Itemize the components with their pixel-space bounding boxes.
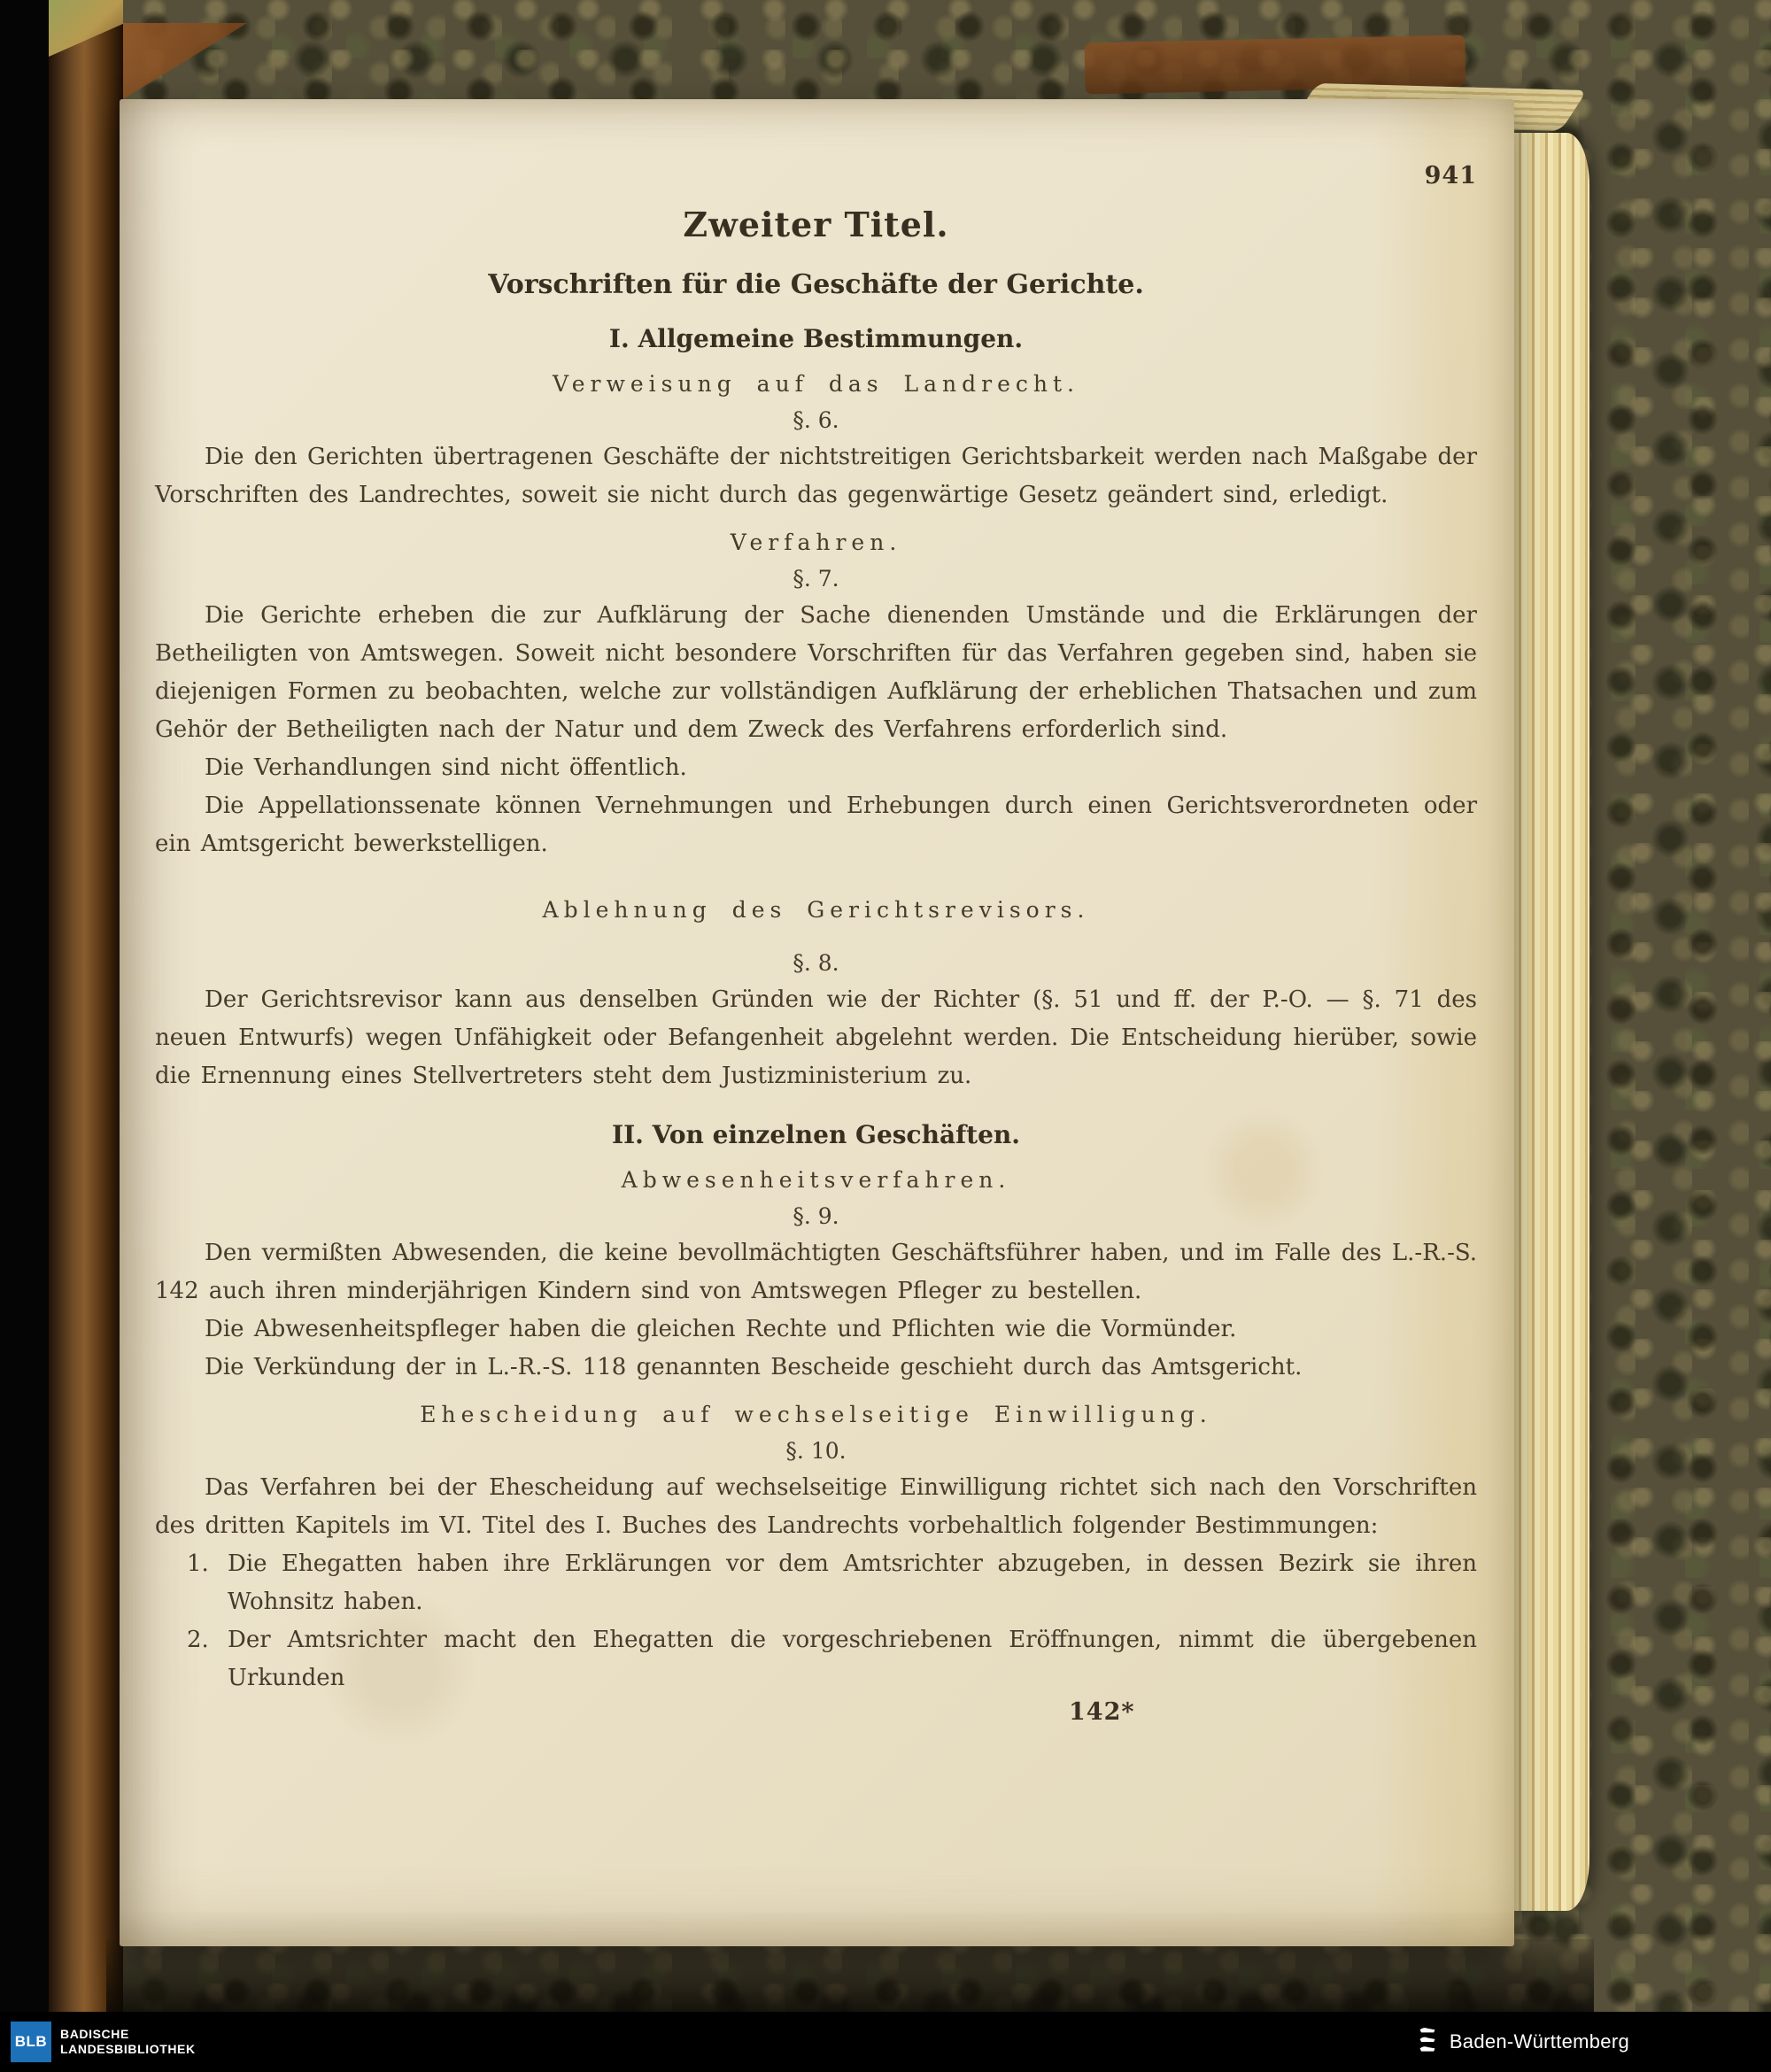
page-edges-right [1511, 133, 1589, 1911]
blb-logo[interactable] [11, 2022, 51, 2062]
list-item-text: Die Ehegatten haben ihre Erklärungen vor dem Amtsrichter abzugeben, in dessen Bezirk sie ihren Wohnsitz haben. [228, 1550, 1477, 1615]
title-zweiter-titel: Zweiter Titel. [683, 205, 949, 244]
section-mark-10: §. 10. [785, 1438, 847, 1464]
page-number: 941 [1424, 162, 1477, 189]
paragraph-9c: Die Verkündung der in L.-R.-S. 118 genannten Bescheide geschieht durch das Amtsgericht. [205, 1354, 1303, 1380]
state-branding[interactable] [1416, 2026, 1771, 2058]
section-2-heading: II. Von einzelnen Geschäften. [611, 1120, 1020, 1149]
library-name [60, 2027, 196, 2057]
paragraph-9b: Die Abwesenheitspfleger haben die gleichen Rechte und Pflichten wie die Vormünder. [205, 1316, 1237, 1342]
paragraph-6: Die den Gerichten übertragenen Geschäfte der nichtstreitigen Gerichtsbarkeit werden nach Maßgabe der Vorschriften des Landrechtes, soweit sie nicht durch das gegenwärtige Gesetz geändert sind, erledigt. [155, 444, 1477, 508]
subtitle-vorschriften: Vorschriften für die Geschäfte der Gerichte. [488, 269, 1144, 300]
state-name: Baden-Württemberg [1449, 2030, 1629, 2053]
list-item-text: Der Amtsrichter macht den Ehegatten die vorgeschriebenen Eröffnungen, nimmt die übergebenen Urkunden [228, 1627, 1477, 1691]
blb-branding[interactable] [0, 2022, 196, 2062]
paragraph-7: Die Gerichte erheben die zur Aufklärung der Sache dienenden Umstände und die Erklärungen der Betheiligten von Amtswegen. Soweit nicht besondere Vorschriften für das Verfahren gegeben sind, haben sie diejenigen Formen zu beobachten, welche zur vollständigen Aufklärung der erheblichen Thatsachen und zum Gehör der Betheiligten nach der Natur und dem Zweck des Verfahrens erforderlich sind. [155, 602, 1477, 743]
coat-of-arms-icon [1416, 2026, 1439, 2058]
scan-border-strip [0, 0, 49, 2072]
section-mark-9: §. 9. [793, 1203, 839, 1229]
library-name-line2: LANDESBIBLIOTHEK [60, 2042, 196, 2056]
library-name-line1: BADISCHE [60, 2027, 129, 2041]
list-item [187, 1621, 1477, 1697]
paragraph-7c: Die Appellationssenate können Vernehmungen und Erhebungen durch einen Gerichtsverordneten oder ein Amtsgericht bewerkstelligen. [155, 792, 1477, 857]
paragraph-9: Den vermißten Abwesenden, die keine bevollmächtigten Geschäftsführer haben, und im Falle des L.-R.-S. 142 auch ihren minderjährigen Kindern sind von Amtswegen Pfleger zu bestellen. [155, 1240, 1477, 1304]
list-item [187, 1545, 1477, 1621]
book-page [120, 99, 1514, 1946]
paragraph-10: Das Verfahren bei der Ehescheidung auf wechselseitige Einwilligung richtet sich nach den Vorschriften des dritten Kapitels im VI. Titel des I. Buches des Landrechts vorbehaltlich folgender Bestimmungen: [155, 1474, 1477, 1539]
book-spine [49, 0, 123, 2012]
list-item-number: 2. [187, 1627, 209, 1653]
heading-abwesenheit: Abwesenheitsverfahren. [621, 1167, 1011, 1193]
blb-logo-text: BLB [14, 2033, 48, 2050]
paragraph-7b: Die Verhandlungen sind nicht öffentlich. [205, 754, 687, 781]
section-mark-8: §. 8. [793, 950, 839, 976]
page-bottom-shadow [106, 1939, 1594, 2012]
signature-mark: 142* [1069, 1698, 1135, 1726]
heading-verweisung: Verweisung auf das Landrecht. [552, 371, 1080, 397]
section-mark-6: §. 6. [793, 407, 839, 433]
list-item-number: 1. [187, 1550, 209, 1577]
heading-ehescheidung: Ehescheidung auf wechselseitige Einwilligung. [420, 1402, 1212, 1427]
paragraph-8: Der Gerichtsrevisor kann aus denselben Gründen wie der Richter (§. 51 und ff. der P.-O. — §. 71 des neuen Entwurfs) wegen Unfähigkeit oder Befangenheit abgelehnt werden. Die Entscheidung hierüber, sowie die Ernennung eines Stellvertreters steht dem Justizministerium zu. [155, 986, 1477, 1089]
heading-ablehnung: Ablehnung des Gerichtsrevisors. [542, 897, 1090, 923]
page-content [120, 99, 1514, 1946]
section-1-heading: I. Allgemeine Bestimmungen. [608, 324, 1024, 353]
viewer-footer [0, 2012, 1771, 2072]
section-mark-7: §. 7. [793, 566, 839, 591]
heading-verfahren: Verfahren. [730, 530, 902, 555]
